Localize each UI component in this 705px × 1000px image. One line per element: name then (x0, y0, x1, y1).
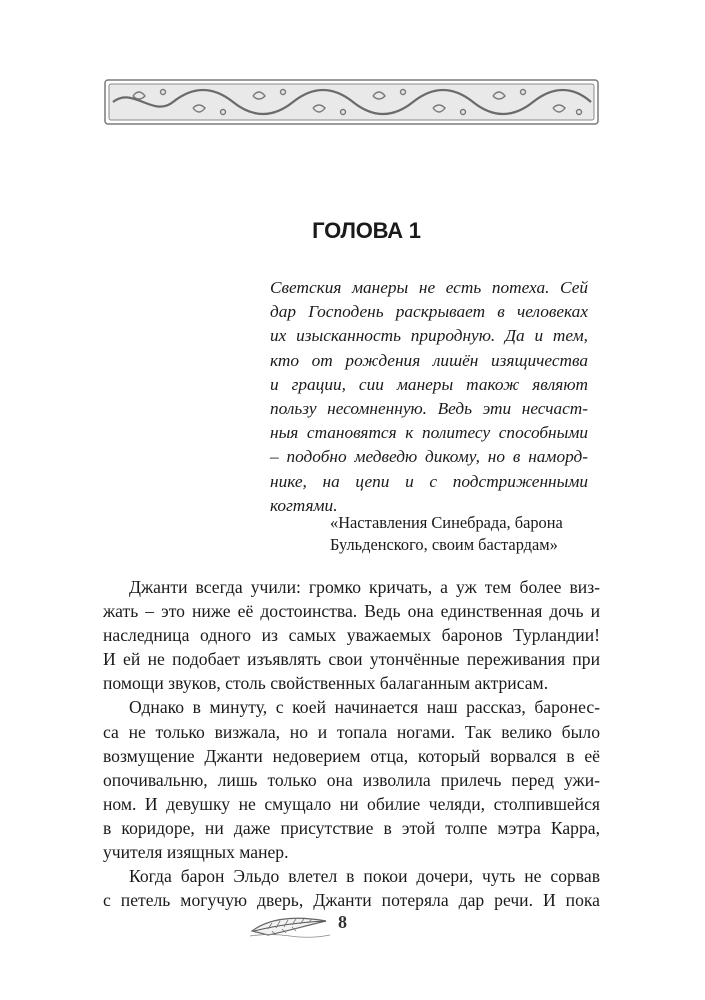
epigraph-line: пользу несомненную. Ведь эти несчаст- (270, 398, 588, 418)
epigraph-line: кто от рождения лишён изящичества (270, 350, 588, 370)
body-line: в коридоре, ни даже присутствие в этой толпе мэтра Карра, (103, 817, 600, 838)
epigraph-line: – подобно медведю дикому, но в наморд- (270, 447, 588, 467)
body-line: И ей не подобает изъявлять свои утончённые переживания при (103, 649, 600, 670)
chapter-title: ГОЛОВА 1 (312, 218, 421, 243)
body-line: ном. И девушку не смущало ни обилие челяди, столпившейся (103, 793, 600, 814)
epigraph-attribution (330, 512, 600, 556)
ornamental-header-border (103, 78, 600, 126)
epigraph-line: ныя становятся к политесу способными (270, 423, 588, 443)
epigraph (270, 276, 588, 518)
body-line: наследница одного из самых уважаемых баронов Турландии! (103, 625, 600, 646)
body-line: са не только визжала, но и топала ногами. Так велико было (103, 721, 600, 742)
epigraph-line: дар Господень раскрывает в человеках (270, 302, 588, 322)
attribution-line: Бульденского, своим бастардам» (330, 535, 558, 554)
body-line: опочивальню, лишь только она изволила прилечь перед ужи- (103, 769, 600, 790)
epigraph-line: нике, на цепи и с подстриженными (270, 471, 588, 491)
body-text (103, 575, 600, 912)
epigraph-line: их изысканность природную. Да и тем, (270, 326, 588, 346)
body-line: Джанти всегда учили: громко кричать, а уж тем более виз- (129, 577, 600, 597)
epigraph-line: когтями. (270, 495, 338, 515)
body-line: жать – это ниже её достоинства. Ведь она единственная дочь и (103, 601, 600, 622)
epigraph-line: Светския манеры не есть потеха. Сей (270, 278, 588, 297)
body-line: учителя изящных манер. (103, 842, 289, 863)
body-line: Когда барон Эльдо влетел в покои дочери, чуть не сорвав (129, 866, 600, 887)
epigraph-line: и грации, сии манеры також являют (270, 374, 588, 394)
body-line: помощи звуков, столь свойственных балаганным актрисам. (103, 673, 549, 694)
page-number: 8 (338, 912, 347, 932)
body-line: с петель могучую дверь, Джанти потеряла дар речи. И пока (103, 890, 600, 911)
body-line: Однако в минуту, с коей начинается наш рассказ, баронес- (129, 697, 600, 718)
body-line: возмущение Джанти недоверием отца, который ворвался в её (103, 745, 600, 766)
attribution-line: «Наставления Синебрада, барона (330, 513, 563, 532)
